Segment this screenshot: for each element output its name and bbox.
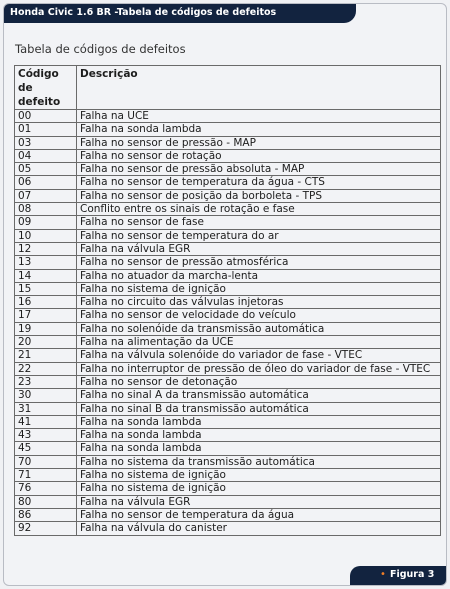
fault-code-cell: 31	[15, 402, 77, 415]
table-row	[15, 296, 441, 309]
fault-code-cell: 07	[15, 189, 77, 202]
fault-description-cell: Falha no sensor de posição da borboleta - TPS	[77, 189, 441, 202]
fault-description-cell: Falha na sonda lambda	[77, 415, 441, 428]
fault-description-cell: Falha na sonda lambda	[77, 429, 441, 442]
table-row	[15, 242, 441, 255]
fault-description-cell: Falha na válvula EGR	[77, 495, 441, 508]
fault-description-cell: Falha no sensor de pressão atmosférica	[77, 256, 441, 269]
table-row	[15, 203, 441, 216]
fault-code-cell: 10	[15, 229, 77, 242]
fault-code-cell: 23	[15, 375, 77, 388]
table-row	[15, 322, 441, 335]
table-row	[15, 389, 441, 402]
fault-code-cell: 92	[15, 522, 77, 535]
table-row	[15, 229, 441, 242]
fault-code-cell: 86	[15, 508, 77, 521]
footer-bullet: •	[380, 569, 386, 580]
table-row	[15, 176, 441, 189]
fault-description-cell: Falha no sensor de detonação	[77, 375, 441, 388]
table-row	[15, 495, 441, 508]
table-row	[15, 455, 441, 468]
fault-description-cell: Falha no sensor de temperatura do ar	[77, 229, 441, 242]
table-row	[15, 415, 441, 428]
fault-code-cell: 01	[15, 123, 77, 136]
table-row	[15, 256, 441, 269]
fault-description-cell: Falha no solenóide da transmissão automática	[77, 322, 441, 335]
table-row	[15, 110, 441, 123]
fault-code-cell: 14	[15, 269, 77, 282]
table-header-row	[15, 66, 441, 110]
document-frame	[3, 3, 447, 586]
fault-code-cell: 76	[15, 482, 77, 495]
table-row	[15, 402, 441, 415]
table-row	[15, 336, 441, 349]
fault-description-cell: Falha no circuito das válvulas injetoras	[77, 296, 441, 309]
fault-description-cell: Falha na válvula do canister	[77, 522, 441, 535]
fault-code-cell: 30	[15, 389, 77, 402]
footer-bar	[350, 566, 446, 585]
fault-description-cell: Falha no sistema de ignição	[77, 282, 441, 295]
fault-code-cell: 71	[15, 469, 77, 482]
fault-code-cell: 12	[15, 242, 77, 255]
table-row	[15, 163, 441, 176]
fault-description-cell: Falha no atuador da marcha-lenta	[77, 269, 441, 282]
table-row	[15, 522, 441, 535]
table-row	[15, 189, 441, 202]
table-body	[15, 110, 441, 536]
fault-code-cell: 45	[15, 442, 77, 455]
table-row	[15, 469, 441, 482]
fault-description-cell: Falha na alimentação da UCE	[77, 336, 441, 349]
fault-description-cell: Falha no sistema de ignição	[77, 469, 441, 482]
fault-description-cell: Falha no sistema de ignição	[77, 482, 441, 495]
figure-label: Figura 3	[390, 569, 435, 580]
fault-code-cell: 15	[15, 282, 77, 295]
fault-description-cell: Falha no sensor de pressão absoluta - MAP	[77, 163, 441, 176]
header-description: Descrição	[77, 66, 441, 110]
fault-description-cell: Falha na válvula EGR	[77, 242, 441, 255]
fault-description-cell: Falha na sonda lambda	[77, 123, 441, 136]
fault-description-cell: Falha na UCE	[77, 110, 441, 123]
fault-description-cell: Falha no sensor de fase	[77, 216, 441, 229]
fault-description-cell: Falha no sinal A da transmissão automática	[77, 389, 441, 402]
fault-code-table	[14, 65, 441, 536]
fault-code-cell: 06	[15, 176, 77, 189]
fault-code-cell: 08	[15, 203, 77, 216]
table-row	[15, 429, 441, 442]
fault-code-cell: 09	[15, 216, 77, 229]
fault-code-cell: 41	[15, 415, 77, 428]
fault-code-cell: 19	[15, 322, 77, 335]
table-row	[15, 508, 441, 521]
table-row	[15, 216, 441, 229]
fault-code-cell: 20	[15, 336, 77, 349]
fault-code-cell: 03	[15, 136, 77, 149]
fault-description-cell: Falha no sensor de temperatura da água - CTS	[77, 176, 441, 189]
fault-description-cell: Falha no sistema da transmissão automática	[77, 455, 441, 468]
fault-code-cell: 22	[15, 362, 77, 375]
fault-description-cell: Falha no sensor de temperatura da água	[77, 508, 441, 521]
table-row	[15, 309, 441, 322]
fault-description-cell: Falha no sinal B da transmissão automática	[77, 402, 441, 415]
fault-description-cell: Falha no sensor de rotação	[77, 149, 441, 162]
fault-description-cell: Falha na sonda lambda	[77, 442, 441, 455]
fault-code-cell: 05	[15, 163, 77, 176]
table-row	[15, 362, 441, 375]
fault-code-cell: 21	[15, 349, 77, 362]
fault-code-cell: 13	[15, 256, 77, 269]
fault-code-cell: 80	[15, 495, 77, 508]
table-row	[15, 375, 441, 388]
fault-description-cell: Falha no interruptor de pressão de óleo do variador de fase - VTEC	[77, 362, 441, 375]
fault-description-cell: Falha no sensor de velocidade do veículo	[77, 309, 441, 322]
table-row	[15, 482, 441, 495]
table-row	[15, 269, 441, 282]
fault-code-cell: 70	[15, 455, 77, 468]
header-title: Honda Civic 1.6 BR -Tabela de códigos de defeitos	[10, 7, 277, 18]
fault-code-cell: 43	[15, 429, 77, 442]
table-row	[15, 349, 441, 362]
table-row	[15, 149, 441, 162]
fault-code-cell: 17	[15, 309, 77, 322]
section-title: Tabela de códigos de defeitos	[15, 42, 186, 56]
fault-description-cell: Falha na válvula solenóide do variador de fase - VTEC	[77, 349, 441, 362]
fault-code-cell: 04	[15, 149, 77, 162]
header-bar	[4, 4, 356, 23]
table-row	[15, 282, 441, 295]
fault-description-cell: Conflito entre os sinais de rotação e fase	[77, 203, 441, 216]
table-row	[15, 442, 441, 455]
fault-description-cell: Falha no sensor de pressão - MAP	[77, 136, 441, 149]
header-code: Código de defeito	[15, 66, 77, 110]
fault-code-cell: 00	[15, 110, 77, 123]
table-row	[15, 123, 441, 136]
fault-code-cell: 16	[15, 296, 77, 309]
table-row	[15, 136, 441, 149]
